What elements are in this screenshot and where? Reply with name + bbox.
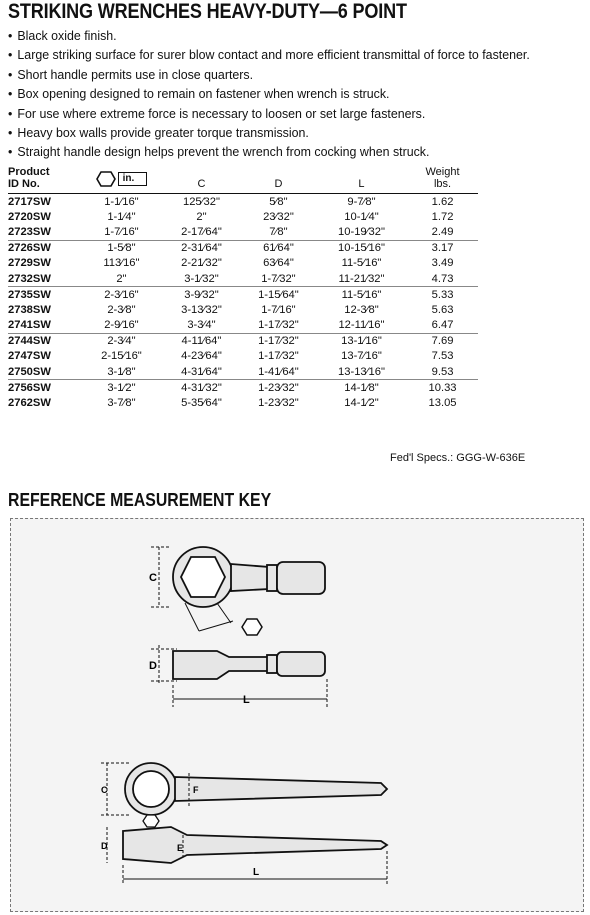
product-header-line1: Product	[8, 166, 50, 178]
feature-item: • Large striking surface for surer blow contact and more efficient transmittal of force to fastener.	[8, 45, 553, 64]
product-id-cell: 2717SW	[8, 195, 51, 208]
spec-table-body	[8, 194, 478, 411]
product-id-cell: 2747SW	[8, 350, 51, 363]
d-cell: 7⁄8"	[269, 225, 288, 238]
c-cell: 3-9⁄32"	[162, 287, 241, 303]
feature-list	[8, 26, 588, 162]
l-cell: 13-7⁄16"	[341, 350, 382, 363]
feature-item: • Black oxide finish.	[8, 26, 553, 45]
size-cell: 1-1⁄16"	[104, 195, 139, 208]
weight-cell: 5.63	[431, 303, 454, 316]
weight-cell: 9.53	[431, 365, 454, 378]
table-row	[8, 209, 478, 224]
c-cell: 2-17⁄64"	[181, 225, 222, 238]
label-d-top: D	[149, 660, 157, 672]
feature-item: • Short handle permits use in close quarters.	[8, 65, 553, 84]
table-row	[8, 240, 478, 256]
short-wrench-side-view	[173, 651, 325, 679]
weight-cell: 6.47	[431, 319, 454, 332]
c-cell: 4-31⁄32"	[162, 380, 241, 396]
c-cell: 4-23⁄64"	[181, 350, 222, 363]
page-title: STRIKING WRENCHES HEAVY-DUTY—6 POINT	[8, 0, 407, 23]
table-row	[8, 395, 478, 410]
c-cell: 125⁄32"	[182, 195, 220, 208]
size-cell: 2-3⁄8"	[107, 303, 136, 316]
c-cell: 2-21⁄32"	[181, 257, 222, 270]
l-cell: 11-5⁄16"	[341, 257, 382, 270]
l-cell: 11-21⁄32"	[338, 272, 385, 285]
l-cell: 9-7⁄8"	[347, 195, 376, 208]
table-row	[8, 256, 478, 271]
c-cell: 2"	[196, 210, 207, 223]
table-row	[8, 302, 478, 317]
c-cell: 4-11⁄64"	[162, 333, 241, 349]
l-cell: 14-1⁄8"	[316, 380, 407, 396]
d-cell: 61⁄64"	[241, 240, 316, 256]
c-cell: 5-35⁄64"	[181, 397, 222, 410]
fed-specs-note: Fed'l Specs.: GGG-W-636E	[390, 452, 526, 464]
d-cell: 1-17⁄32"	[241, 333, 316, 349]
label-f: F	[193, 785, 199, 795]
l-cell: 12-11⁄16"	[338, 319, 385, 332]
short-wrench-top-view	[173, 547, 325, 607]
feature-item: • Heavy box walls provide greater torque transmission.	[8, 123, 553, 142]
c-cell: 2-31⁄64"	[162, 240, 241, 256]
product-id-cell: 2744SW	[8, 333, 81, 349]
d-cell: 5⁄8"	[269, 195, 288, 208]
d-cell: 1-23⁄32"	[241, 380, 316, 396]
c-cell: 3-3⁄4"	[187, 319, 216, 332]
l-cell: 11-5⁄16"	[316, 287, 407, 303]
l-cell: 13-1⁄16"	[316, 333, 407, 349]
product-id-header	[8, 166, 81, 194]
l-cell: 14-1⁄2"	[344, 397, 379, 410]
weight-cell: 1.62	[431, 195, 454, 208]
product-id-cell: 2729SW	[8, 257, 51, 270]
table-row	[8, 349, 478, 364]
product-id-cell: 2756SW	[8, 380, 81, 396]
product-id-cell: 2735SW	[8, 287, 81, 303]
label-c-top: C	[149, 572, 157, 584]
weight-header	[407, 166, 478, 194]
product-header-line2: ID No.	[8, 178, 40, 190]
weight-header-line2: lbs.	[433, 178, 452, 190]
size-cell: 3-1⁄8"	[107, 365, 136, 378]
table-row	[8, 271, 478, 287]
size-cell: 2-15⁄16"	[101, 350, 142, 363]
table-row	[8, 380, 478, 396]
size-cell: 2"	[116, 272, 127, 285]
size-cell: 2-3⁄16"	[81, 287, 162, 303]
l-cell: 10-19⁄32"	[338, 225, 385, 238]
wrench-diagram-svg	[11, 519, 583, 911]
size-cell: 1-7⁄16"	[104, 225, 139, 238]
size-cell: 3-1⁄2"	[81, 380, 162, 396]
c-cell: 3-1⁄32"	[184, 272, 219, 285]
label-d-bottom: D	[101, 841, 108, 851]
d-cell: 23⁄32"	[263, 210, 294, 223]
d-cell: 1-7⁄32"	[261, 272, 296, 285]
product-id-cell: 2750SW	[8, 365, 51, 378]
weight-cell: 1.72	[431, 210, 454, 223]
hex-nut-icon	[242, 619, 262, 635]
d-cell: 63⁄64"	[263, 257, 294, 270]
c-cell: 4-31⁄64"	[181, 365, 222, 378]
label-e: E	[177, 843, 184, 853]
size-unit-label: in.	[118, 172, 148, 186]
size-cell: 2-3⁄4"	[81, 333, 162, 349]
size-cell: 113⁄16"	[103, 257, 140, 270]
size-header	[81, 166, 162, 194]
d-cell: 1-17⁄32"	[258, 350, 299, 363]
weight-cell: 7.53	[431, 350, 454, 363]
weight-cell: 4.73	[431, 272, 454, 285]
d-cell: 1-15⁄64"	[241, 287, 316, 303]
weight-cell: 13.05	[428, 397, 457, 410]
l-cell: 10-15⁄16"	[316, 240, 407, 256]
label-c-bottom: C	[101, 785, 108, 795]
size-cell: 1-5⁄8"	[81, 240, 162, 256]
feature-item: • For use where extreme force is necessary to loosen or set large fasteners.	[8, 104, 553, 123]
d-cell: 1-17⁄32"	[258, 319, 299, 332]
weight-cell: 3.49	[431, 257, 454, 270]
table-row	[8, 194, 478, 210]
spud-wrench-top-view	[125, 763, 387, 815]
size-cell: 3-7⁄8"	[107, 397, 136, 410]
label-l-bottom: L	[253, 867, 260, 878]
product-id-cell: 2720SW	[8, 210, 51, 223]
c-cell: 3-13⁄32"	[181, 303, 222, 316]
table-header-row	[8, 166, 478, 194]
product-id-cell: 2762SW	[8, 397, 51, 410]
d-cell: 1-41⁄64"	[258, 365, 299, 378]
label-l-top: L	[243, 694, 250, 706]
weight-cell: 7.69	[407, 333, 478, 349]
product-id-cell: 2732SW	[8, 272, 51, 285]
product-id-cell: 2726SW	[8, 240, 81, 256]
product-id-cell: 2738SW	[8, 303, 51, 316]
l-cell: 13-13⁄16"	[338, 365, 385, 378]
d-header: D	[241, 166, 316, 194]
table-row	[8, 333, 478, 349]
l-cell: 10-1⁄4"	[344, 210, 379, 223]
measurement-diagram	[10, 518, 584, 912]
size-cell: 1-1⁄4"	[107, 210, 136, 223]
key-title: REFERENCE MEASUREMENT KEY	[8, 490, 272, 510]
weight-header-line1: Weight	[425, 166, 460, 178]
product-id-cell: 2741SW	[8, 319, 51, 332]
weight-cell: 2.49	[431, 225, 454, 238]
table-row	[8, 287, 478, 303]
product-id-cell: 2723SW	[8, 225, 51, 238]
table-row	[8, 364, 478, 380]
table-row	[8, 318, 478, 334]
weight-cell: 5.33	[407, 287, 478, 303]
table-row	[8, 224, 478, 240]
weight-cell: 10.33	[407, 380, 478, 396]
feature-item: • Box opening designed to remain on fastener when wrench is struck.	[8, 84, 553, 103]
l-cell: 12-3⁄8"	[344, 303, 379, 316]
size-cell: 2-9⁄16"	[104, 319, 139, 332]
d-cell: 1-7⁄16"	[261, 303, 296, 316]
spec-table	[8, 166, 478, 411]
spud-wrench-side-view	[123, 827, 387, 863]
feature-item: • Straight handle design helps prevent the wrench from cocking when struck.	[8, 142, 553, 161]
hex-nut-icon	[143, 815, 159, 827]
c-header: C	[162, 166, 241, 194]
hex-nut-icon	[96, 171, 116, 187]
l-header: L	[316, 166, 407, 194]
d-cell: 1-23⁄32"	[258, 397, 299, 410]
weight-cell: 3.17	[407, 240, 478, 256]
